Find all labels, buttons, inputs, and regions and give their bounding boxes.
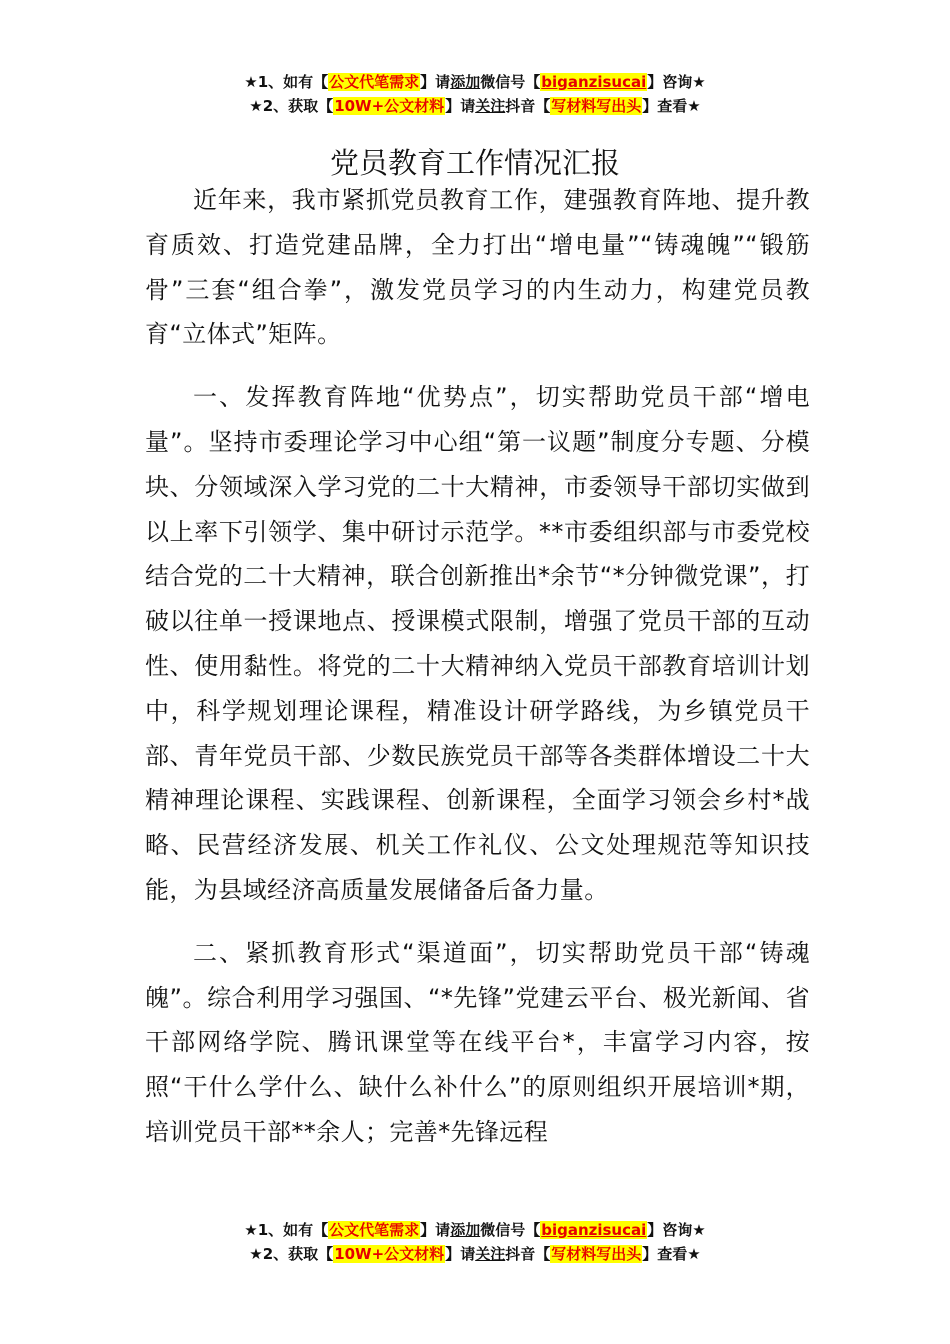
- promo-text: ★1、如有【: [244, 1221, 329, 1239]
- promo-text: 】咨询★: [647, 1221, 706, 1239]
- promo-text: 微信号【: [480, 1221, 541, 1239]
- promo-text: 】咨询★: [647, 73, 706, 91]
- intro-paragraph: 近年来，我市紧抓党员教育工作，建强教育阵地、提升教育质效、打造党建品牌，全力打出“增电量”“铸魂魄”“锻筋骨”三套“组合拳”，激发党员学习的内生动力，构建党员教育“立体式”矩阵。: [145, 186, 810, 349]
- promo-wechat-id: biganzisucai: [541, 73, 647, 91]
- promo-text: 微信号【: [480, 73, 541, 91]
- document-body: [145, 178, 810, 1173]
- promo-line-1: [0, 70, 950, 94]
- promo-emphasis: 添加: [450, 73, 481, 91]
- promo-highlight: 10W+公文材料: [334, 1245, 445, 1263]
- promo-highlight: 公文代笔需求: [329, 73, 420, 91]
- promo-emphasis: 关注: [475, 97, 506, 115]
- promo-wechat-id: biganzisucai: [541, 1221, 647, 1239]
- document-title: 党员教育工作情况汇报: [329, 146, 620, 181]
- promo-text: ★2、获取【: [249, 1245, 334, 1263]
- promo-text: ★1、如有【: [244, 73, 329, 91]
- promo-text: 抖音【: [505, 1245, 551, 1263]
- promo-text: 】请: [420, 1221, 451, 1239]
- promo-highlight: 公文代笔需求: [329, 1221, 420, 1239]
- promo-text: 】请: [420, 73, 451, 91]
- promo-text: 】查看★: [642, 1245, 701, 1263]
- promo-text: ★2、获取【: [249, 97, 334, 115]
- promo-line-1: [0, 1218, 950, 1242]
- promo-emphasis: 添加: [450, 1221, 481, 1239]
- promo-emphasis: 关注: [475, 1245, 506, 1263]
- promo-text: 】请: [445, 1245, 476, 1263]
- promo-highlight: 10W+公文材料: [334, 97, 445, 115]
- promo-line-2: [0, 1242, 950, 1266]
- promo-text: 抖音【: [505, 97, 551, 115]
- promo-text: 】请: [445, 97, 476, 115]
- promo-douyin-id: 写材料写出头: [551, 1245, 642, 1263]
- promo-line-2: [0, 94, 950, 118]
- footer-promo-banner: [0, 1218, 950, 1266]
- header-promo-banner: [0, 70, 950, 118]
- promo-text: 】查看★: [642, 97, 701, 115]
- promo-douyin-id: 写材料写出头: [551, 97, 642, 115]
- section-one-paragraph: 一、发挥教育阵地“优势点”，切实帮助党员干部“增电量”。坚持市委理论学习中心组“第一议题”制度分专题、分模块、分领域深入学习党的二十大精神，市委领导干部切实做到以上率下引领学、集中研讨示范学。**市委组织部与市委党校结合党的二十大精神，联合创新推出*余节“*分钟微党课”，打破以往单一授课地点、授课模式限制，增强了党员干部的互动性、使用黏性。将党的二十大精神纳入党员干部教育培训计划中，科学规划理论课程，精准设计研学路线，为乡镇党员干部、青年党员干部、少数民族党员干部等各类群体增设二十大精神理论课程、实践课程、创新课程，全面学习领会乡村*战略、民营经济发展、机关工作礼仪、公文处理规范等知识技能，为县域经济高质量发展储备后备力量。: [145, 383, 810, 904]
- section-two-paragraph: 二、紧抓教育形式“渠道面”，切实帮助党员干部“铸魂魄”。综合利用学习强国、“*先锋”党建云平台、极光新闻、省干部网络学院、腾讯课堂等在线平台*，丰富学习内容，按照“干什么学什么、缺什么补什么”的原则组织开展培训*期，培训党员干部**余人；完善*先锋远程: [145, 938, 810, 1146]
